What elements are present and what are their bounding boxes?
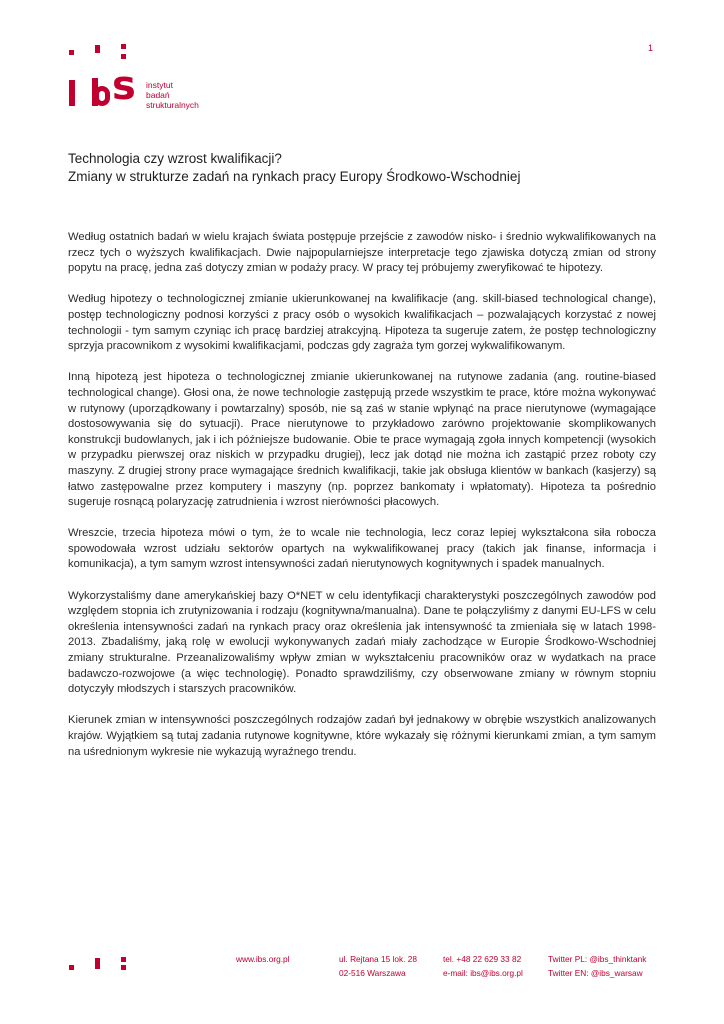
logo-letter-b-bowl [94,86,110,106]
logo-dot-i [69,50,74,55]
footer-twitter-col [548,953,646,980]
page-number: 1 [648,43,654,53]
document-title [68,150,668,186]
footer-address-col [339,953,417,980]
paragraph: Kierunek zmian w intensywności poszczególnych rodzajów zadań był jednakowy w obrębie wszystkich analizowanych krajów. Wyjątkiem są tutaj zadania rutynowe kognitywne, które wykazały się różnymi kierunkami zmian, a tym samym na uśrednionym wykresie nie wykazują wyraźnego trendu. [68,714,656,758]
footer-twitter-en-link[interactable]: Twitter EN: @ibs_warsaw [548,967,643,978]
footer-website-link[interactable]: www.ibs.org.pl [236,954,290,964]
document-body [68,230,656,776]
footer-contact-col [443,953,523,980]
footer-address-line: 02-516 Warszawa [339,967,406,978]
logo-dot-s-bottom [121,54,126,59]
paragraph: Wreszcie, trzecia hipoteza mówi o tym, że to wcale nie technologia, lecz coraz lepiej wykształcona siła robocza spowodowała wzrost udziału sektorów opartych na wykwalifikowanej pracy (takich jak finanse, informacja i komunikacja), a tym samym wzrost intensywności zadań nierutynowych kognitywnych i spadek manualnych. [68,527,656,571]
footer-dot [121,957,126,962]
footer-email-link[interactable]: e-mail: ibs@ibs.org.pl [443,967,523,978]
ibs-logo [68,42,218,112]
footer-dot [69,965,74,970]
footer-logo-dots [68,955,128,975]
footer-dot [95,958,100,969]
paragraph: Według hipotezy o technologicznej zmianie ukierunkowanej na kwalifikacje (ang. skill-biased technological change), postęp technologiczny podnosi korzyści z pracy osób o wysokich kwalifikacjach – pozwalających korzystać z nowej technologii - tym samym czyniąc ich pracę bardziej atrakcyjną. Hipoteza ta sugeruje zatem, że postęp technologiczny sprzyja pracownikom z wysokimi kwalifikacjami, podczas gdy zagraża tym gorzej wykwalifikowanym. [68,293,656,353]
footer-dot [121,965,126,970]
paragraph: Inną hipotezą jest hipoteza o technologicznej zmianie ukierunkowanej na rutynowe zadania (ang. routine-biased technological change). Głosi ona, że nowe technologie zastępują przede wszystkim te prace, które można wykonywać w rutynowy (uporządkowany i powtarzalny) sposób, nie są zaś w stanie wpłynąć na prace nierutynowe (wymagające dostosowywania się do sytuacji). Prace nierutynowe to przykładowo zarówno projektowanie skomplikowanych konstrukcji budowlanych, jak i ich późniejsze budowanie. Obie te prace wymagają zgoła innych kompetencji (wysokich w przypadku pierwszej oraz niskich w przypadku drugiej), lecz jak dotąd nie można ich zastąpić przez roboty czy maszyny. Z drugiej strony prace wymagające średnich kwalifikacji, takie jak obsługa klientów w bankach (kasjerzy) są łatwo zastępowalne przez komputery i maszyny (np. poprzez bankomaty i wpłatomaty). Hipoteza ta pośrednio sugeruje rosnącą polaryzację zatrudnienia i wzrost nierówności płacowych. [68,371,656,509]
paragraph: Według ostatnich badań w wielu krajach świata postępuje przejście z zawodów nisko- i średnio wykwalifikowanych na rzecz tych o wyższych kwalifikacjach. Dwie najpopularniejsze interpretacje tego zjawiska dotyczą zmian od strony popytu na pracę, jedna zaś dotyczy zmian w podaży pracy. W pracy tej próbujemy zweryfikować te hipotezy. [68,231,656,275]
footer-address-line: ul. Rejtana 15 lok. 28 [339,954,417,964]
logo-dot-s-top [121,44,126,49]
footer-website-col [236,953,290,967]
logo-dot-b [95,45,100,53]
logo-tagline-line: strukturalnych [146,100,199,110]
logo-tagline-line: instytut [146,80,173,90]
footer-twitter-pl-link[interactable]: Twitter PL: @ibs_thinktank [548,954,647,964]
title-line-1: Technologia czy wzrost kwalifikacji? [68,151,282,166]
paragraph: Wykorzystaliśmy dane amerykańskiej bazy O*NET w celu identyfikacji charakterystyki poszczególnych zawodów pod względem stopnia ich zrutynizowania i rodzaju (kognitywna/manualna). Dane te połączyliśmy z danymi EU-LFS w celu określenia intensywności zadań na rynkach pracy oraz określenia jak intensywność ta zmieniała się w latach 1998-2013. Zbadaliśmy, jaką rolę w ewolucji wykonywanych zadań miały zachodzące w Europie Środkowo-Wschodniej zmiany strukturalne. Przeanalizowaliśmy wpływ zmian w wykształceniu pracowników oraz w wydatkach na prace badawczo-rozwojowe (a więc technologię). Ponadto sprawdziliśmy, czy obserwowane zmiany w równym stopniu dotyczyły młodszych i starszych pracowników. [68,589,656,696]
logo-letter-i [69,80,75,106]
title-line-2: Zmiany w strukturze zadań na rynkach pracy Europy Środkowo-Wschodniej [68,169,521,184]
footer-phone: tel. +48 22 629 33 82 [443,954,522,964]
logo-tagline-line: badań [146,90,170,100]
logo-letter-s: s [112,63,136,109]
logo-tagline [146,80,199,110]
